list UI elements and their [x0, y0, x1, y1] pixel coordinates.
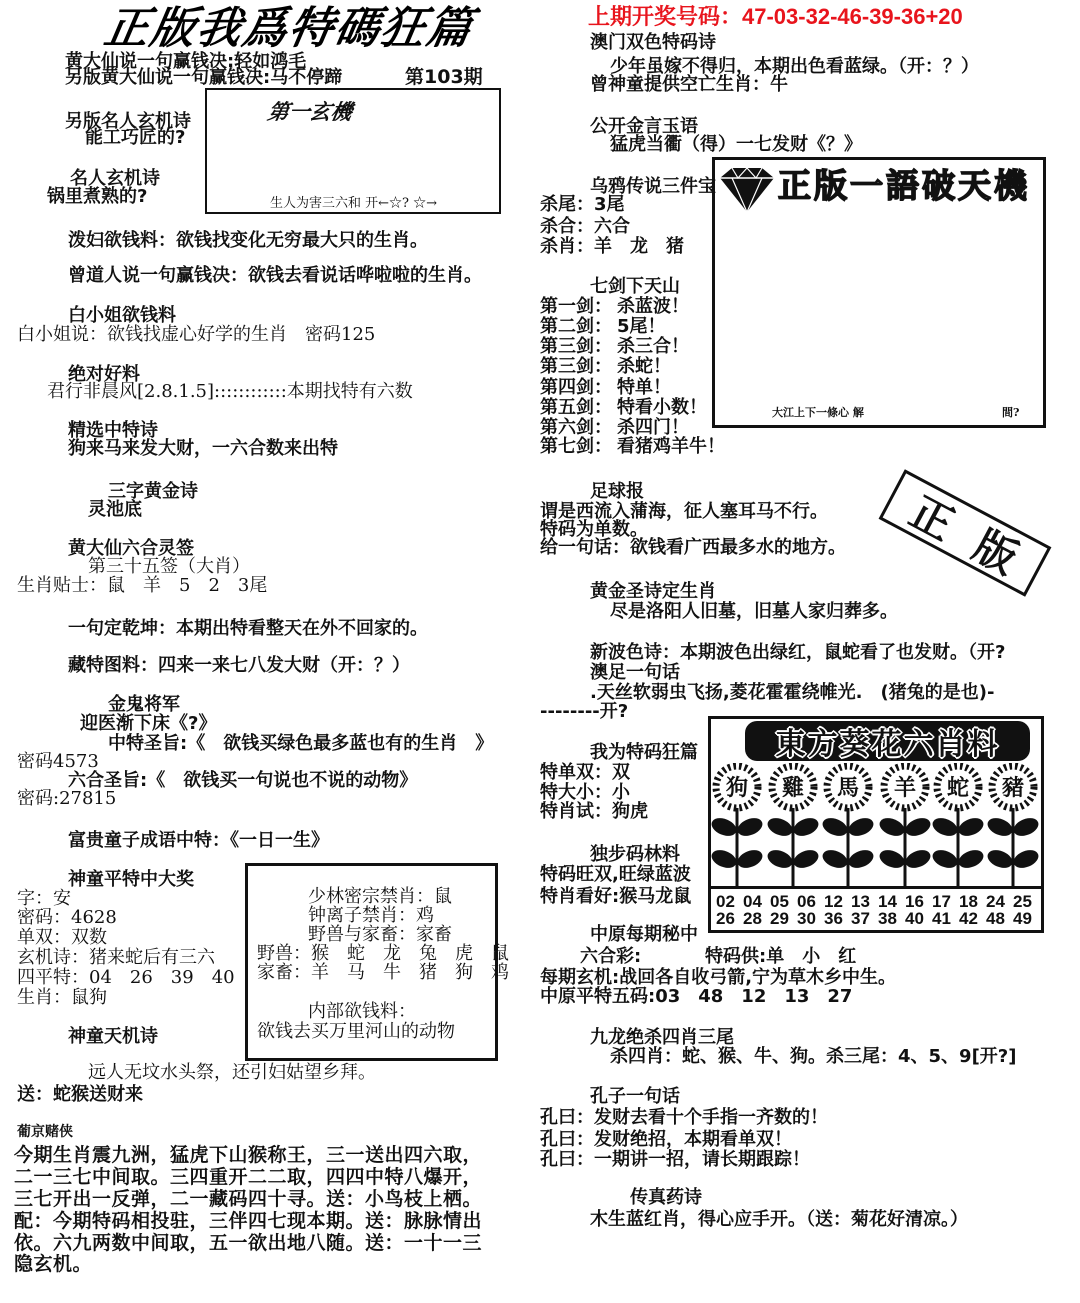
sha-xiao: 杀肖：羊 龙 猪 — [540, 236, 684, 257]
jingxuan-title: 精选中特诗 — [68, 420, 158, 441]
sunflower-icon — [709, 763, 765, 888]
sword-value: 杀蛇！ — [617, 356, 671, 377]
te-danshuang: 特单双：双 — [540, 762, 630, 783]
bai-xiaojie-text: 白小姐说：欲钱找虚心好学的生肖 密码125 — [17, 324, 376, 345]
pujing-line: 配：今期特码相投驻，三伴四七现本期。送：脉脉情出 — [14, 1210, 483, 1232]
number-cell: 05 — [770, 892, 789, 911]
shentong-zodiac: 生肖：鼠狗 — [17, 987, 107, 1008]
sword-label: 第三剑： — [540, 356, 612, 377]
shaolin-line: 野兽与家畜：家畜 — [308, 924, 452, 945]
sword-value: 杀四门！ — [617, 417, 689, 438]
jingui-text: 迎医渐下床《?》 — [80, 713, 217, 734]
number-cell: 36 — [824, 909, 843, 928]
liuhe-line: 六合圣旨:《 欲钱买一句说也不说的动物》 — [68, 770, 418, 791]
zuqiu-line: 给一句话：欲钱看广西最多水的地方。 — [540, 537, 846, 558]
pujing-line: 隐玄机。 — [14, 1253, 93, 1275]
sunflower-icon — [930, 763, 986, 888]
number-cell: 16 — [905, 892, 924, 911]
sword-value: 特看小数！ — [617, 397, 707, 418]
sword-value: 杀蓝波！ — [617, 296, 689, 317]
sword-value: 杀三合！ — [617, 336, 689, 357]
genuine-stamp-text: 正版 — [901, 486, 1053, 598]
tianji-gift: 送：蛇猴送财来 — [17, 1084, 143, 1105]
number-cell: 04 — [743, 892, 762, 911]
shentong-title: 神童平特中大奖 — [68, 869, 194, 890]
sword-label: 第三剑： — [540, 336, 612, 357]
number-cell: 14 — [878, 892, 897, 911]
number-cell: 24 — [986, 892, 1005, 911]
shaolin-line: 内部欲钱料： — [308, 1001, 416, 1022]
sword-label: 第七剑： — [540, 436, 612, 457]
zuqiu-line: 特码为单数。 — [540, 519, 648, 540]
number-cell: 12 — [824, 892, 843, 911]
sunflower-zodiac: 羊 — [893, 776, 917, 801]
juedui-title: 绝对好料 — [68, 364, 140, 385]
sunflower-title: 東方葵花六肖料 — [775, 727, 1000, 762]
xuanji-line: 每期玄机:战回各自收弓箭,宁为草木乡中生。 — [540, 967, 897, 988]
pujing-line: 二一三七中间取。三四重开二二取，四四中特八爆开， — [14, 1166, 483, 1188]
kongwang-line: 曾神童提供空亡生肖：牛 — [590, 74, 788, 95]
number-cell: 42 — [959, 909, 978, 928]
yiyu-riddle-end: 間? — [1002, 406, 1020, 419]
chuanzhen-title: 传真药诗 — [630, 1187, 702, 1208]
kongzi-line: 孔曰：发财绝招，本期看单双！ — [540, 1129, 792, 1150]
number-cell: 06 — [797, 892, 816, 911]
kongzi-title: 孔子一句话 — [590, 1086, 680, 1107]
sword-label: 第一剑： — [540, 296, 612, 317]
sword-value: 5尾！ — [617, 316, 666, 337]
sunflower-zodiac: 豬 — [1001, 776, 1025, 801]
temagong-line: 特码供:单 小 红 — [705, 946, 857, 967]
sha-wei: 杀尾：3尾 — [540, 194, 625, 215]
xuanji-box-title: 第一玄機 — [265, 100, 354, 124]
number-cell: 18 — [959, 892, 978, 911]
number-cell: 49 — [1013, 909, 1032, 928]
number-cell: 40 — [905, 909, 924, 928]
aozu-text: .天丝软弱虫飞扬,菱花霍霍绕帷光. (猪兔的是也)- — [590, 682, 995, 703]
aomen-title: 澳门双色特码诗 — [590, 32, 716, 53]
sanzi-text: 灵池底 — [88, 499, 142, 520]
sha-he: 杀合：六合 — [540, 216, 630, 237]
liuhecai-label: 六合彩: — [580, 946, 642, 967]
tianji-title: 神童天机诗 — [68, 1026, 158, 1047]
pujing-line: 依。六九两数中间取，五一欲出地八随。送：一十一三 — [14, 1232, 483, 1254]
shentong-poem: 玄机诗：猪来蛇后有三六 — [17, 947, 215, 968]
sunflower-zodiac: 狗 — [725, 776, 749, 801]
tianji-text: 远人无坟水头祭，还引妇姑望乡拜。 — [88, 1062, 376, 1083]
jingui-title: 金鬼将军 — [108, 694, 180, 715]
sword-label: 第二剑： — [540, 316, 612, 337]
number-cell: 30 — [797, 909, 816, 928]
shentong-zi: 字：安 — [17, 888, 71, 909]
shentong-siping: 四平特：04 26 39 40 — [17, 967, 235, 988]
shentong-mima: 密码：4628 — [17, 907, 117, 928]
jiulong-title: 九龙绝杀四肖三尾 — [590, 1027, 734, 1048]
issue-number: 第103期 — [405, 66, 483, 88]
sunflower-divider — [708, 886, 1043, 889]
kongzi-line: 孔曰：一期讲一招，请长期跟踪！ — [540, 1149, 810, 1170]
sunflower-title-banner — [745, 721, 1030, 761]
pujing-line: 今期生肖震九洲，猛虎下山猴称王，三一送出四六取， — [14, 1144, 483, 1166]
zeng-daoren-line: 曾道人说一句赢钱决：欲钱去看说话哗啦啦的生肖。 — [68, 265, 482, 286]
number-cell: 13 — [851, 892, 870, 911]
dubu-title: 独步码林料 — [590, 844, 680, 865]
celeb-poem-title: 名人玄机诗 — [70, 168, 160, 189]
shaolin-line: 欲钱去买万里河山的动物 — [257, 1021, 455, 1042]
number-cell: 48 — [986, 909, 1005, 928]
sunflower-icon — [877, 763, 933, 888]
shaolin-line: 少林密宗禁肖：鼠 — [308, 886, 452, 907]
number-cell: 28 — [743, 909, 762, 928]
number-cell: 29 — [770, 909, 789, 928]
dubu-line: 特码旺双,旺绿蓝波 — [540, 864, 691, 885]
sword-label: 第五剑： — [540, 397, 612, 418]
alt-poem-text: 能工巧匠的? — [85, 127, 186, 148]
chuanzhen-text: 木生蓝红肖，得心应手开。（送：菊花好清凉。） — [590, 1209, 968, 1230]
kuangpian-title: 我为特码狂篇 — [590, 742, 698, 763]
pujing-title: 葡京赌侠 — [17, 1124, 73, 1140]
xuanji-box-text: 生人为害三六和 开←☆? ☆→ — [270, 196, 438, 211]
number-cell: 41 — [932, 909, 951, 928]
sunflower-numbers — [716, 893, 1040, 927]
page-title: 正版我爲特碼狂篇 — [100, 3, 478, 54]
cangte-line: 藏特图料：四来一来七八发大财（开：？） — [68, 655, 410, 676]
number-cell: 26 — [716, 909, 735, 928]
sanzi-title: 三字黄金诗 — [108, 481, 198, 502]
yiyu-riddle: 大江上下一條心 解 — [772, 406, 864, 419]
qiankun-line: 一句定乾坤：本期出特看整天在外不回家的。 — [68, 618, 428, 639]
zhongyuan-title: 中原每期秘中 — [590, 924, 698, 945]
lingqian-sign: 第三十五签（大肖） — [88, 556, 250, 577]
shaolin-line: 野兽：猴 蛇 龙 兔 虎 鼠 — [257, 943, 509, 964]
pingte-line: 中原平特五码:03 48 12 13 27 — [540, 986, 853, 1007]
zuqiu-line: 谓是西流入蒲海，征人塞耳马不行。 — [540, 501, 828, 522]
sunflower-zodiac: 蛇 — [946, 776, 970, 801]
number-cell: 38 — [878, 909, 897, 928]
aozu-text-cont: --------开? — [540, 701, 629, 722]
aozu-title: 澳足一句话 — [590, 662, 680, 683]
genuine-stamp — [879, 469, 1052, 596]
wuya-title: 乌鸦传说三件宝 — [590, 176, 716, 197]
qijian-title: 七剑下天山 — [590, 276, 680, 297]
number-cell: 02 — [716, 892, 735, 911]
sunflower-icon — [820, 763, 876, 888]
huang-daxian-line: 黄大仙说一句赢钱决:轻如鸿毛 — [65, 51, 307, 72]
shentong-danshuang: 单双：双数 — [17, 927, 107, 948]
fugui-line: 富贵童子成语中特：《一日一生》 — [68, 830, 329, 851]
diamond-icon — [718, 166, 776, 214]
sunflower-zodiac: 馬 — [836, 776, 860, 801]
pujing-line: 三七开出一反弹，二一藏码四十寻。送：小鸟枝上栖。 — [14, 1188, 483, 1210]
dubu-line: 特肖看好:猴马龙鼠 — [540, 886, 692, 907]
celeb-poem-text: 锅里煮熟的? — [47, 186, 148, 207]
jiulong-text: 杀四肖：蛇、猴、牛、狗。杀三尾：4、5、9[开?] — [610, 1046, 1017, 1067]
lingqian-tips: 生肖贴士：鼠 羊 5 2 3尾 — [17, 575, 268, 596]
number-cell: 17 — [932, 892, 951, 911]
jinyan-text: 猛虎当衢（得）一七发财《？》 — [610, 134, 862, 155]
sword-label: 第四剑： — [540, 377, 612, 398]
te-xiaoshi: 特肖试：狗虎 — [540, 801, 648, 822]
jingxuan-text: 狗来马来发大财，一六合数来出特 — [68, 438, 338, 459]
huangjin-title: 黄金圣诗定生肖 — [590, 581, 716, 602]
te-daxiao: 特大小：小 — [540, 782, 630, 803]
pofu-line: 泼妇欲钱料：欲钱找变化无穷最大只的生肖。 — [68, 230, 428, 251]
zuqiu-title: 足球报 — [590, 481, 644, 502]
number-cell: 37 — [851, 909, 870, 928]
alt-huang-daxian-line: 另版黄大仙说一句赢钱决:马不停蹄 — [65, 67, 343, 88]
last-draw-numbers: 上期开奖号码：47-03-32-46-39-36+20 — [588, 4, 963, 29]
zhongte-line: 中特圣旨:《 欲钱买绿色最多蓝也有的生肖 》 — [108, 733, 494, 754]
shaolin-line: 家畜：羊 马 牛 猪 狗 鸡 — [257, 962, 509, 983]
sunflower-icon — [985, 763, 1041, 888]
number-cell: 25 — [1013, 892, 1032, 911]
alt-poem-title: 另版名人玄机诗 — [65, 111, 191, 132]
kongzi-line: 孔曰：发财去看十个手指一齐数的！ — [540, 1107, 828, 1128]
mima-27815: 密码:27815 — [17, 788, 117, 809]
aomen-text: 少年虽嫁不得归，本期出色看蓝绿。（开：？） — [610, 56, 979, 77]
shaolin-line: 钟离子禁肖：鸡 — [308, 905, 434, 926]
jinyan-title: 公开金言玉语 — [590, 116, 698, 137]
huangjin-text: 尽是洛阳人旧墓，旧墓人家归葬多。 — [610, 601, 898, 622]
sword-value: 特单！ — [617, 377, 671, 398]
sword-value: 看猪鸡羊牛！ — [617, 436, 725, 457]
lingqian-title: 黄大仙六合灵签 — [68, 538, 194, 559]
bai-xiaojie-title: 白小姐欲钱料 — [68, 305, 176, 326]
mima-4573: 密码4573 — [17, 751, 99, 772]
sword-label: 第六剑： — [540, 417, 612, 438]
xinbo-line: 新波色诗：本期波色出绿红，鼠蛇看了也发财。（开? — [590, 642, 1006, 663]
juedui-text: 君行非晨风[2.8.1.5]::::::::::::本期找特有六数 — [47, 381, 413, 402]
yiyu-box-title: 正版一語破天機 — [778, 166, 1030, 205]
sunflower-zodiac: 雞 — [781, 776, 805, 801]
sunflower-icon — [765, 763, 821, 888]
